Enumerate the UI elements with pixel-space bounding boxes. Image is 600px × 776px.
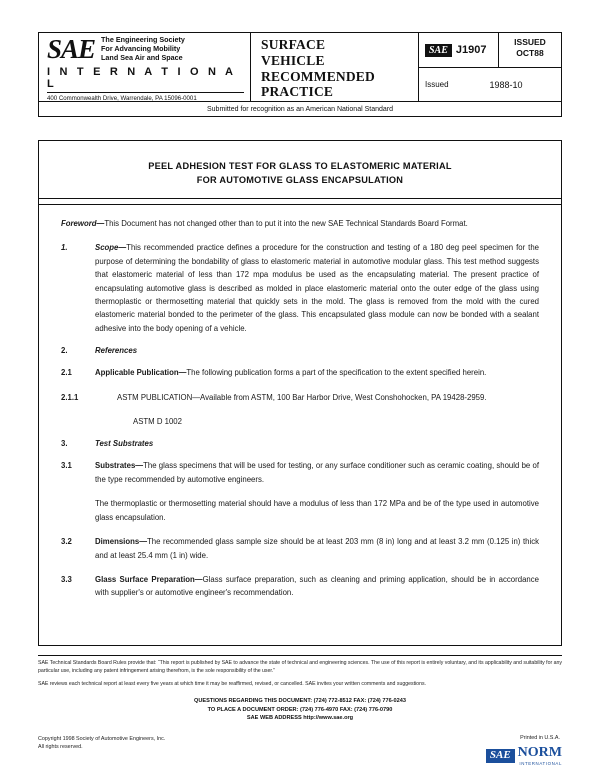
scope-text: This recommended practice defines a procedure for the construction and testing of a 180 deg peel specimen for the purpose of determining the bondability of glass to elastomeric material in automotive modular glass. This test method suggests that elastomeric material of less than 172 mpa modulus be used as the encapsulating material. The present practice of encapsulating automotive glass is described as molded in place elastomeric material onto the outer edge of the glass using thermoplastic or thermosetting material that quickly sets in the mold. The glass is removed from the mold with the cured elastomeric material bonded to the perimeter of the glass. This encapsulated glass module can now be bonded with a sealant adhesive into the body opening of a vehicle. [95,243,539,333]
astm-text: —Available from ASTM, 100 Bar Harbor Drive, West Conshohocken, PA 19428-2959. [192,392,487,402]
prep-label: Glass Surface Preparation— [95,574,203,584]
applicable-publication-paragraph [61,366,539,379]
dimensions-label: Dimensions— [95,537,147,547]
test-substrates-heading [61,439,539,448]
sae-wordmark: SAE [47,34,96,64]
dimensions-number: 3.2 [61,537,72,547]
applicable-text: The following publication forms a part of the specification to the extent specified herein. [186,368,487,378]
submitted-note: Submitted for recognition as an American National Standard [39,101,561,116]
logo-row [47,36,244,63]
scope-paragraph [61,241,539,335]
dimensions-text: The recommended glass sample size should be at least 203 mm (8 in) long and at least 3.2 mm (0.125 in) thick and at least 25.4 mm (1 in) wide. [95,537,539,560]
printed-in-label: Printed in U.S.A. [520,735,560,741]
footer-web-label: SAE WEB ADDRESS [246,715,302,722]
references-title: References [95,346,138,356]
substrates-second-paragraph: The thermoplastic or thermosetting material should have a modulus of less than 172 MPa and be of the type used in automotive glass encapsulation. [95,499,539,522]
document-header [38,32,562,117]
document-number-block [419,33,499,67]
prep-text: Glass surface preparation, such as cleaning and priming application, should be in accordance with supplier's or automotive engineer's recommendation. [95,574,539,598]
document-issued-row [419,68,561,101]
scope-number: 1. [61,243,68,253]
astm-publication-paragraph [61,391,539,404]
footer-questions: QUESTIONS REGARDING THIS DOCUMENT: (724) 772-8512 FAX: (724) 776-0243 [193,697,406,704]
substrates-number: 3.1 [61,461,72,471]
sae-norm-logo [486,746,562,766]
doc-type-line-2: VEHICLE [261,52,325,68]
document-body [38,198,562,646]
astm-doc-id: ASTM D 1002 [133,417,182,427]
document-number: J1907 [455,44,487,56]
dimensions-paragraph [61,535,539,562]
document-meta-top [419,33,561,68]
sae-norm-badge-icon: SAE [486,749,515,763]
substrates-paragraph [61,459,539,486]
substrates-text: The glass specimens that will be used for testing, or any surface conditioner such as ceramic coating, should be of the type recommended by automotive engineers. [95,461,539,484]
tagline-line-2: For Advancing Mobility [101,44,181,54]
prep-number: 3.3 [61,574,72,584]
footer-web-url[interactable]: http://www.sae.org [303,715,354,722]
glass-surface-preparation-paragraph [61,573,539,600]
copyright-block [38,735,165,751]
foreword-label: Foreword— [61,219,105,228]
astm-label: ASTM PUBLICATION [117,392,193,402]
foreword-paragraph [61,217,539,230]
doc-type-line-1: SURFACE [261,37,326,52]
footer-disclaimer: SAE Technical Standards Board Rules provide that: “This report is published by SAE to advance the state of technical and engineering sciences. The use of this report is entirely voluntary, and its applicability and suitability for any particular use, including any patent infringement arising therefrom, is the sole responsibility of the user.” [38,660,562,674]
astm-number: 2.1.1 [61,392,79,402]
copyright-line-1: Copyright 1998 Society of Automotive Engineers, Inc. [38,736,166,742]
applicable-number: 2.1 [61,368,72,378]
sae-badge-icon: SAE [425,44,452,57]
header-top-row [39,33,561,101]
document-status-block [499,33,561,67]
footer-web-line [38,714,562,723]
footer-orders: TO PLACE A DOCUMENT ORDER: (724) 776-4970 FAX: (724) 776-0790 [207,706,393,713]
page-title-line-1: PEEL ADHESION TEST FOR GLASS TO ELASTOMERIC MATERIAL [148,161,452,171]
sae-logo-cell [39,33,251,101]
astm-document-reference [61,415,539,428]
doc-type-line-4: PRACTICE [261,84,334,100]
page-title-line-2: FOR AUTOMOTIVE GLASS ENCAPSULATION [196,175,404,186]
sae-address: 400 Commonwealth Drive, Warrendale, PA 15096-0001 [47,92,244,102]
applicable-label: Applicable Publication— [95,368,187,378]
scope-label: Scope— [95,243,127,253]
sae-international-text: I N T E R N A T I O N A L [47,66,236,90]
substrates-label: Substrates— [95,461,144,471]
document-type-cell [251,33,419,101]
issued-label: Issued [425,80,449,89]
tagline-line-3: Land Sea Air and Space [101,52,183,62]
tagline-line-1: The Engineering Society [101,35,185,45]
test-substrates-number: 3. [61,439,68,449]
doc-type-line-3: RECOMMENDED [261,68,375,84]
footer-contact-block [38,697,562,724]
sae-norm-text: NORM [517,745,562,760]
references-number: 2. [61,346,68,356]
status-label: ISSUED [514,37,546,47]
copyright-line-2: All rights reserved. [38,744,83,751]
document-title-box [38,140,562,205]
footer-review-note: SAE reviews each technical report at least every five years at which time it may be reaffirmed, revised, or cancelled. SAE invites your written comments and suggestions. [38,681,426,688]
document-meta-cell [419,33,561,101]
issued-value: 1988-10 [489,79,523,90]
document-footer [38,655,562,723]
footer-divider [38,655,562,656]
foreword-text: This Document has not changed other than to put it into the new SAE Technical Standards Board Format. [104,219,468,228]
sae-tagline [101,36,185,62]
test-substrates-title: Test Substrates [95,439,154,449]
references-heading [61,346,539,355]
sae-norm-subtext: INTERNATIONAL [519,761,562,766]
status-date: OCT88 [516,47,544,58]
